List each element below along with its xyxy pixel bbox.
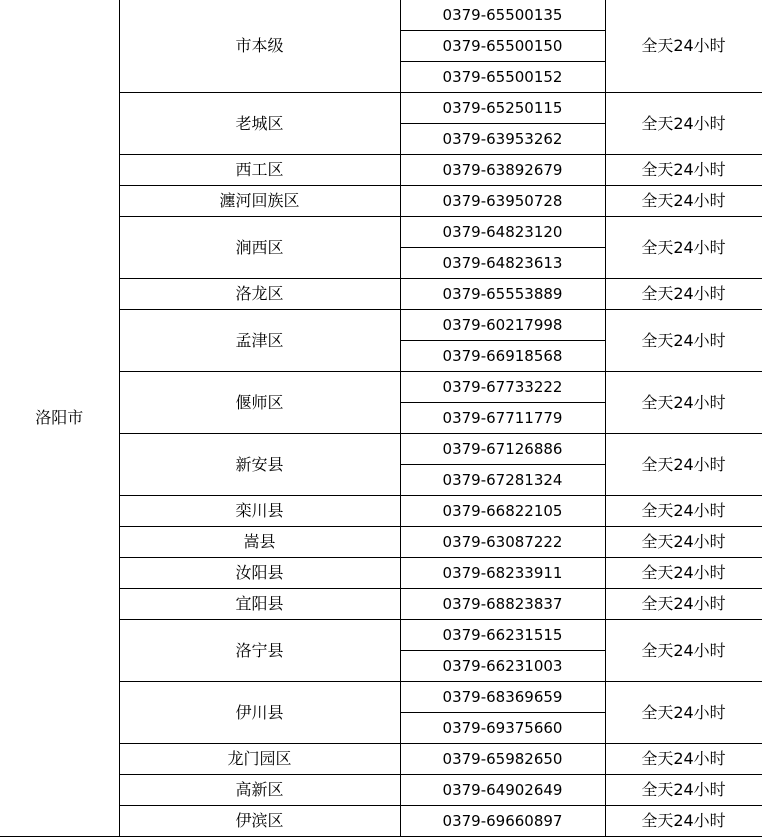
service-hours-cell: 全天24小时 xyxy=(605,217,762,279)
phone-number-cell: 0379-63953262 xyxy=(400,124,605,155)
service-hours-cell: 全天24小时 xyxy=(605,186,762,217)
phone-number-cell: 0379-67126886 xyxy=(400,434,605,465)
phone-number-cell: 0379-65500135 xyxy=(400,0,605,31)
district-name-cell: 孟津区 xyxy=(119,310,400,372)
district-name-cell: 老城区 xyxy=(119,93,400,155)
phone-number-cell: 0379-68369659 xyxy=(400,682,605,713)
service-hours-cell: 全天24小时 xyxy=(605,775,762,806)
phone-number-cell: 0379-65500150 xyxy=(400,31,605,62)
phone-number-cell: 0379-69375660 xyxy=(400,713,605,744)
district-name-cell: 伊滨区 xyxy=(119,806,400,837)
district-name-cell: 嵩县 xyxy=(119,527,400,558)
service-hours-cell: 全天24小时 xyxy=(605,744,762,775)
service-hours-cell: 全天24小时 xyxy=(605,496,762,527)
district-name-cell: 伊川县 xyxy=(119,682,400,744)
service-hours-cell: 全天24小时 xyxy=(605,620,762,682)
phone-number-cell: 0379-66231003 xyxy=(400,651,605,682)
service-hours-cell: 全天24小时 xyxy=(605,155,762,186)
district-name-cell: 瀍河回族区 xyxy=(119,186,400,217)
phone-number-cell: 0379-63950728 xyxy=(400,186,605,217)
district-name-cell: 洛宁县 xyxy=(119,620,400,682)
phone-number-cell: 0379-68823837 xyxy=(400,589,605,620)
phone-number-cell: 0379-65500152 xyxy=(400,62,605,93)
service-hours-cell: 全天24小时 xyxy=(605,434,762,496)
service-hours-cell: 全天24小时 xyxy=(605,527,762,558)
service-hours-cell: 全天24小时 xyxy=(605,806,762,837)
phone-number-cell: 0379-64823613 xyxy=(400,248,605,279)
phone-number-cell: 0379-65553889 xyxy=(400,279,605,310)
phone-number-cell: 0379-66231515 xyxy=(400,620,605,651)
service-hours-cell: 全天24小时 xyxy=(605,279,762,310)
phone-number-cell: 0379-68233911 xyxy=(400,558,605,589)
district-name-cell: 高新区 xyxy=(119,775,400,806)
phone-number-cell: 0379-65982650 xyxy=(400,744,605,775)
phone-number-cell: 0379-65250115 xyxy=(400,93,605,124)
service-hours-cell: 全天24小时 xyxy=(605,310,762,372)
service-hours-cell: 全天24小时 xyxy=(605,682,762,744)
phone-number-cell: 0379-67733222 xyxy=(400,372,605,403)
district-name-cell: 栾川县 xyxy=(119,496,400,527)
phone-number-cell: 0379-64823120 xyxy=(400,217,605,248)
service-hours-cell: 全天24小时 xyxy=(605,372,762,434)
phone-number-cell: 0379-60217998 xyxy=(400,310,605,341)
service-hours-cell: 全天24小时 xyxy=(605,589,762,620)
phone-number-cell: 0379-66918568 xyxy=(400,341,605,372)
district-name-cell: 涧西区 xyxy=(119,217,400,279)
district-name-cell: 宜阳县 xyxy=(119,589,400,620)
phone-number-cell: 0379-67711779 xyxy=(400,403,605,434)
district-name-cell: 偃师区 xyxy=(119,372,400,434)
phone-number-cell: 0379-64902649 xyxy=(400,775,605,806)
service-hours-cell: 全天24小时 xyxy=(605,558,762,589)
district-name-cell: 市本级 xyxy=(119,0,400,93)
city-cell: 洛阳市 xyxy=(0,0,119,837)
table-row xyxy=(0,0,762,31)
phone-number-cell: 0379-66822105 xyxy=(400,496,605,527)
district-name-cell: 洛龙区 xyxy=(119,279,400,310)
phone-number-cell: 0379-63087222 xyxy=(400,527,605,558)
phone-number-cell: 0379-69660897 xyxy=(400,806,605,837)
service-hours-cell: 全天24小时 xyxy=(605,0,762,93)
district-name-cell: 汝阳县 xyxy=(119,558,400,589)
service-hours-cell: 全天24小时 xyxy=(605,93,762,155)
phone-number-cell: 0379-67281324 xyxy=(400,465,605,496)
district-name-cell: 西工区 xyxy=(119,155,400,186)
phone-number-cell: 0379-63892679 xyxy=(400,155,605,186)
district-name-cell: 新安县 xyxy=(119,434,400,496)
district-name-cell: 龙门园区 xyxy=(119,744,400,775)
